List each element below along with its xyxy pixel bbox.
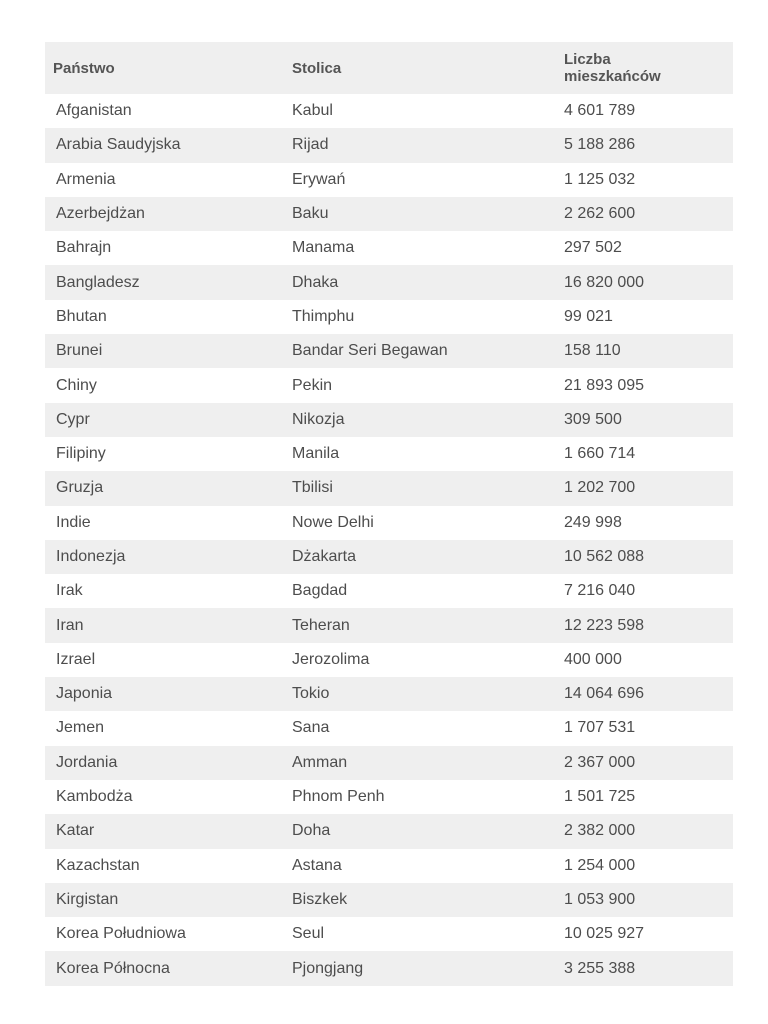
header-population-line2: mieszkańców xyxy=(564,68,661,85)
table-row xyxy=(45,471,733,505)
cell-capital: Tokio xyxy=(292,685,330,703)
cell-country: Jordania xyxy=(56,753,118,771)
cell-population: 21 893 095 xyxy=(564,376,645,394)
cell-capital: Erywań xyxy=(292,170,346,188)
cell-country: Indonezja xyxy=(56,548,126,565)
table-row xyxy=(45,231,733,265)
cell-country: Chiny xyxy=(56,376,97,394)
cell-country: Kambodża xyxy=(56,788,133,806)
table-row xyxy=(45,163,733,197)
countries-table-container xyxy=(45,42,733,986)
table-row xyxy=(45,643,733,677)
cell-capital: Teheran xyxy=(292,616,350,634)
cell-capital: Rijad xyxy=(292,136,329,154)
table-row xyxy=(45,128,733,162)
table-row xyxy=(45,849,733,883)
table-row xyxy=(45,300,733,334)
cell-capital: Nikozja xyxy=(292,410,345,428)
cell-country: Filipiny xyxy=(56,445,106,463)
cell-capital: Nowe Delhi xyxy=(292,513,374,531)
cell-capital: Bandar Seri Begawan xyxy=(292,342,448,360)
cell-capital: Bagdad xyxy=(292,582,348,600)
cell-capital: Baku xyxy=(292,205,329,223)
cell-country: Korea Północna xyxy=(56,959,170,977)
countries-table xyxy=(45,42,733,986)
table-row xyxy=(45,265,733,299)
cell-capital: Manila xyxy=(292,445,340,463)
cell-population: 1 125 032 xyxy=(564,170,636,188)
cell-population: 99 021 xyxy=(564,307,613,325)
table-row xyxy=(45,368,733,402)
cell-population: 1 202 700 xyxy=(564,479,636,497)
cell-population: 4 601 789 xyxy=(564,102,636,120)
header-population-line1: Liczba xyxy=(564,51,611,68)
cell-capital: Dżakarta xyxy=(292,548,357,565)
cell-country: Korea Południowa xyxy=(56,925,186,943)
table-row xyxy=(45,403,733,437)
table-header xyxy=(45,42,733,94)
table-body xyxy=(45,94,733,986)
cell-population: 12 223 598 xyxy=(564,616,645,634)
cell-population: 158 110 xyxy=(564,342,621,360)
cell-population: 3 255 388 xyxy=(564,959,636,977)
table-row xyxy=(45,883,733,917)
table-row xyxy=(45,917,733,951)
cell-country: Japonia xyxy=(56,685,113,703)
header-row xyxy=(45,42,733,94)
table-row xyxy=(45,608,733,642)
cell-population: 5 188 286 xyxy=(564,136,636,154)
table-row xyxy=(45,197,733,231)
table-row xyxy=(45,746,733,780)
table-row xyxy=(45,506,733,540)
cell-capital: Tbilisi xyxy=(292,479,333,497)
cell-country: Azerbejdżan xyxy=(56,205,145,223)
cell-population: 1 501 725 xyxy=(564,788,636,806)
cell-capital: Jerozolima xyxy=(292,650,370,668)
cell-capital: Pjongjang xyxy=(292,959,364,977)
table-row xyxy=(45,780,733,814)
cell-population: 2 382 000 xyxy=(564,822,636,840)
cell-country: Bahrajn xyxy=(56,239,112,257)
cell-country: Bhutan xyxy=(56,307,107,325)
cell-population: 10 562 088 xyxy=(564,548,645,565)
cell-population: 2 367 000 xyxy=(564,753,636,771)
cell-capital: Astana xyxy=(292,856,342,874)
table-row xyxy=(45,814,733,848)
cell-capital: Amman xyxy=(292,753,348,771)
cell-country: Armenia xyxy=(56,170,116,188)
header-capital: Stolica xyxy=(292,59,342,77)
header-population xyxy=(557,42,733,94)
cell-population: 1 707 531 xyxy=(564,719,636,737)
cell-country: Brunei xyxy=(56,342,103,360)
cell-population: 249 998 xyxy=(564,513,622,531)
cell-country: Jemen xyxy=(56,719,105,737)
cell-population: 10 025 927 xyxy=(564,925,645,943)
cell-population: 1 660 714 xyxy=(564,445,636,463)
cell-capital: Sana xyxy=(292,719,330,737)
cell-capital: Phnom Penh xyxy=(292,788,385,806)
cell-population: 400 000 xyxy=(564,650,622,668)
table-row xyxy=(45,334,733,368)
table-row xyxy=(45,94,733,128)
cell-country: Iran xyxy=(56,616,84,634)
cell-country: Gruzja xyxy=(56,479,104,497)
cell-country: Kirgistan xyxy=(56,890,119,908)
cell-population: 1 053 900 xyxy=(564,890,636,908)
cell-population: 1 254 000 xyxy=(564,856,636,874)
cell-capital: Biszkek xyxy=(292,890,348,908)
cell-population: 16 820 000 xyxy=(564,273,645,291)
cell-country: Kazachstan xyxy=(56,856,140,874)
table-row xyxy=(45,677,733,711)
cell-capital: Dhaka xyxy=(292,273,339,291)
cell-population: 309 500 xyxy=(564,410,622,428)
cell-capital: Kabul xyxy=(292,102,333,120)
table-row xyxy=(45,951,733,985)
cell-population: 7 216 040 xyxy=(564,582,636,600)
cell-country: Arabia Saudyjska xyxy=(56,136,181,154)
cell-capital: Thimphu xyxy=(292,307,355,325)
cell-country: Indie xyxy=(56,513,91,531)
table-row xyxy=(45,711,733,745)
cell-population: 2 262 600 xyxy=(564,205,636,223)
cell-capital: Pekin xyxy=(292,376,333,394)
cell-capital: Manama xyxy=(292,239,355,257)
table-row xyxy=(45,437,733,471)
cell-country: Izrael xyxy=(56,650,96,668)
table-row xyxy=(45,540,733,574)
header-country: Państwo xyxy=(53,59,115,77)
cell-capital: Seul xyxy=(292,925,325,943)
cell-country: Cypr xyxy=(56,410,90,428)
cell-population: 297 502 xyxy=(564,239,622,257)
cell-capital: Doha xyxy=(292,822,331,840)
cell-population: 14 064 696 xyxy=(564,685,645,703)
cell-country: Irak xyxy=(56,582,83,600)
cell-country: Katar xyxy=(56,822,95,840)
cell-country: Afganistan xyxy=(56,102,132,120)
cell-country: Bangladesz xyxy=(56,273,140,291)
table-row xyxy=(45,574,733,608)
